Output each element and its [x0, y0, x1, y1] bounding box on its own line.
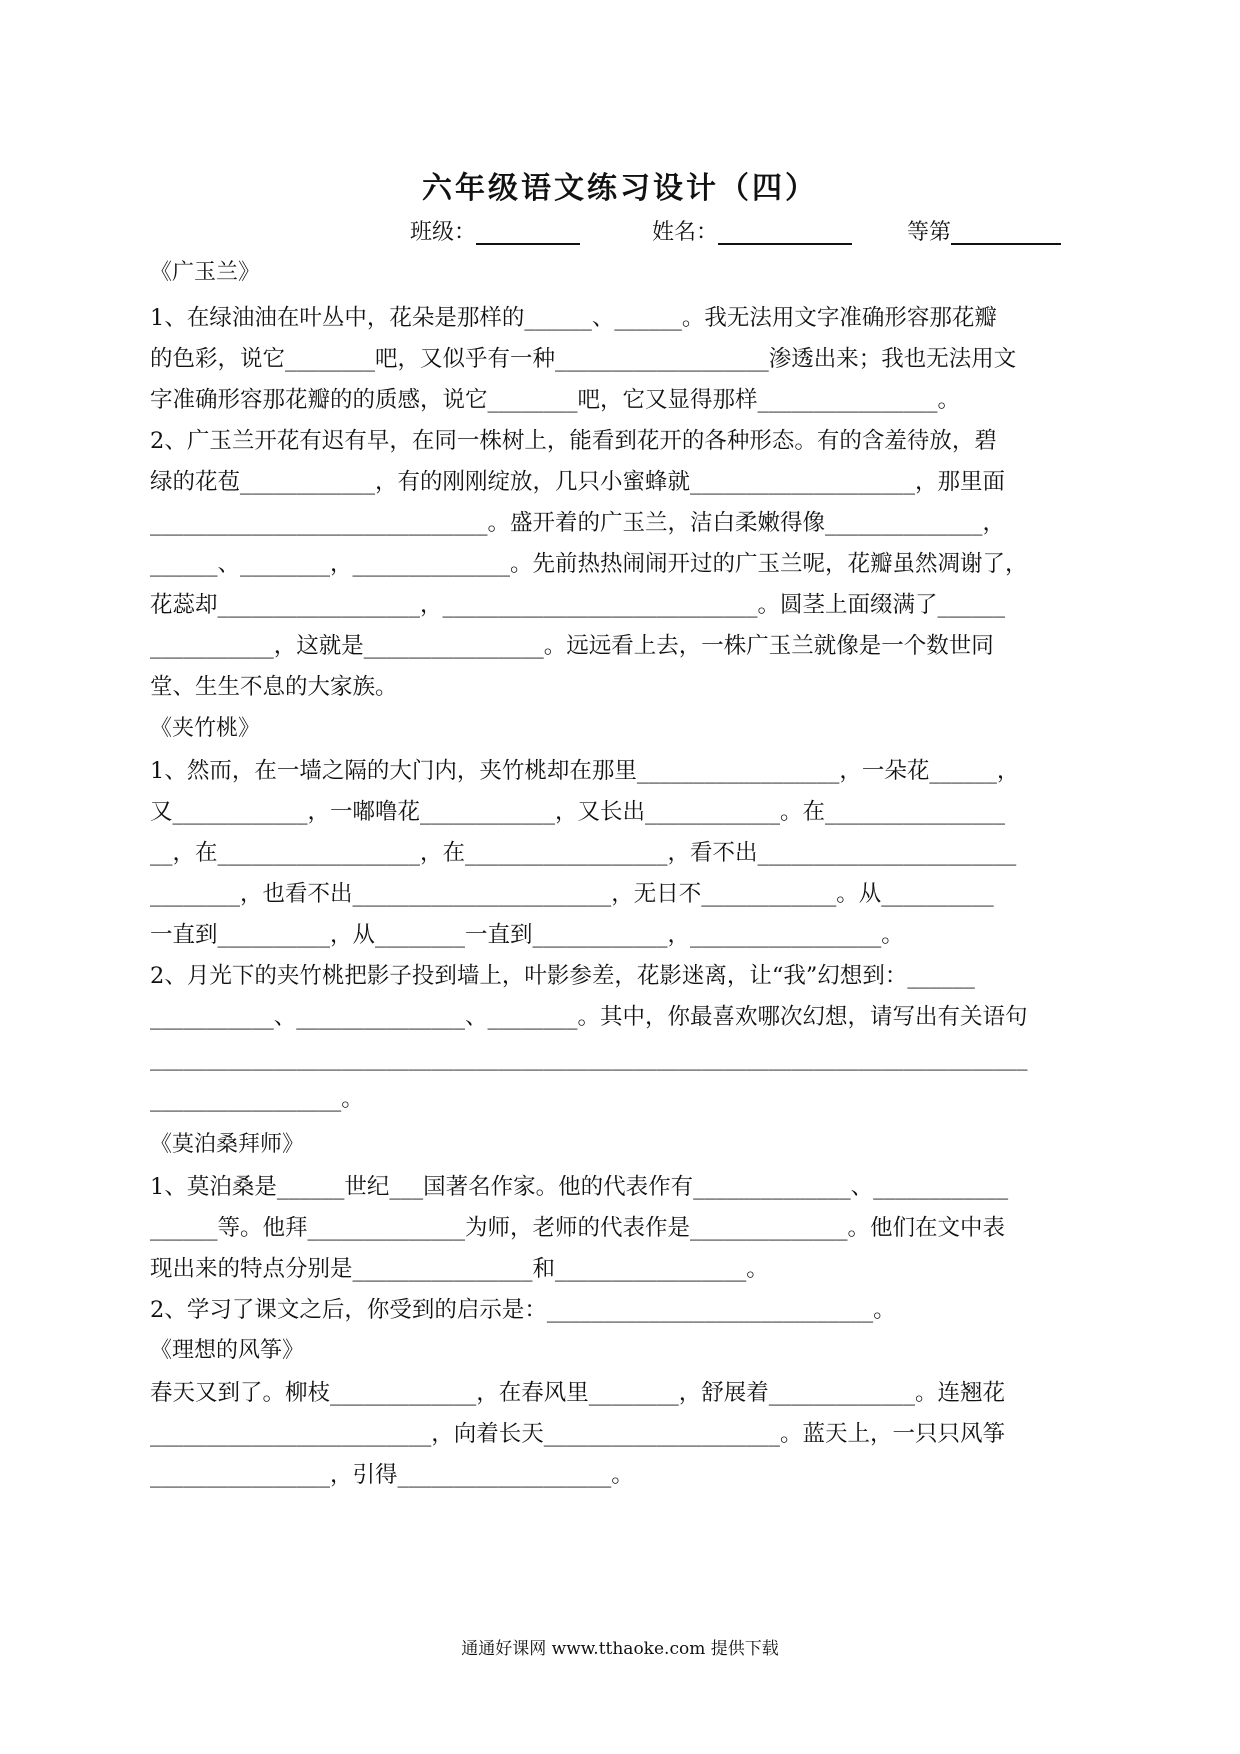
- section-heading-mobosang: 《莫泊桑拜师》: [150, 1132, 305, 1157]
- name-field: [652, 218, 852, 248]
- exercise-line: ______________________________________________________________________________: [150, 1045, 1028, 1071]
- exercise-line: ______、________，______________。先前热热闹闹开过的广玉兰呢，花瓣虽然凋谢了，: [150, 551, 1028, 577]
- exercise-line: ________，也看不出_______________________，无日不____________。从__________: [150, 881, 994, 907]
- grade-label: 等第: [907, 220, 952, 245]
- exercise-line: 又____________，一嘟噜花____________，又长出____________。在________________: [150, 799, 1006, 825]
- class-blank: [476, 221, 580, 245]
- exercise-line: 春天又到了。柳枝_____________，在春风里________，舒展着_____________。连翘花: [150, 1380, 1006, 1406]
- grade-field: [907, 218, 1061, 248]
- class-label: 班级：: [410, 220, 477, 245]
- exercise-line: ______等。他拜______________为师，老师的代表作是______________。他们在文中表: [150, 1215, 1006, 1241]
- exercise-line: 1、莫泊桑是______世纪___国著名作家。他的代表作有______________、____________: [150, 1174, 1009, 1200]
- exercise-line: ______________________________。盛开着的广玉兰，洁白柔嫩得像______________，: [150, 510, 1006, 536]
- section-heading-lixiang-fengzheng: 《理想的风筝》: [150, 1338, 305, 1363]
- page-title: 六年级语文练习设计（四）: [422, 171, 818, 206]
- exercise-line: 堂、生生不息的大家族。: [150, 674, 398, 700]
- exercise-line: ___________，这就是________________。远远看上去，一株广玉兰就像是一个数世同: [150, 633, 994, 659]
- grade-blank: [951, 221, 1061, 245]
- exercise-line: 绿的花苞____________，有的刚刚绽放，几只小蜜蜂就____________________，那里面: [150, 469, 1006, 495]
- section-heading-jiazhutao: 《夹竹桃》: [150, 716, 261, 741]
- class-field: [410, 218, 580, 248]
- exercise-line: 现出来的特点分别是________________和_________________。: [150, 1256, 769, 1282]
- exercise-line: 2、月光下的夹竹桃把影子投到墙上，叶影参差，花影迷离，让“我”幻想到：______: [150, 963, 975, 989]
- name-blank: [718, 221, 852, 245]
- exercise-line: 1、然而，在一墙之隔的大门内，夹竹桃却在那里__________________，一朵花______，: [150, 758, 1020, 784]
- exercise-line: 一直到__________，从________一直到____________，_________________。: [150, 922, 904, 948]
- exercise-line: _________________。: [150, 1086, 364, 1112]
- section-heading-guangyulan: 《广玉兰》: [150, 260, 261, 285]
- exercise-line: 2、广玉兰开花有迟有早，在同一株树上，能看到花开的各种形态。有的含羞待放，碧: [150, 428, 997, 454]
- exercise-line: 的色彩，说它________吧，又似乎有一种___________________渗透出来；我也无法用文: [150, 346, 1017, 372]
- name-label: 姓名：: [652, 220, 719, 245]
- exercise-line: _________________________，向着长天_____________________。蓝天上，一只只风筝: [150, 1421, 1006, 1447]
- footer-source: 通通好课网 www.tthaoke.com 提供下载: [461, 1639, 779, 1659]
- exercise-line: 字准确形容那花瓣的的质感，说它________吧，它又显得那样________________。: [150, 387, 961, 413]
- exercise-line: 花蕊却__________________，____________________________。圆茎上面缀满了______: [150, 592, 1006, 618]
- exercise-line: 2、学习了课文之后，你受到的启示是：_____________________________。: [150, 1297, 896, 1323]
- exercise-line: __，在__________________，在__________________，看不出_______________________: [150, 840, 1017, 866]
- exercise-line: ___________、_______________、________。其中，你最喜欢哪次幻想，请写出有关语句: [150, 1004, 1028, 1030]
- exercise-line: 1、在绿油油在叶丛中，花朵是那样的______、______。我无法用文字准确形容那花瓣: [150, 305, 997, 331]
- exercise-line: ________________，引得___________________。: [150, 1462, 634, 1488]
